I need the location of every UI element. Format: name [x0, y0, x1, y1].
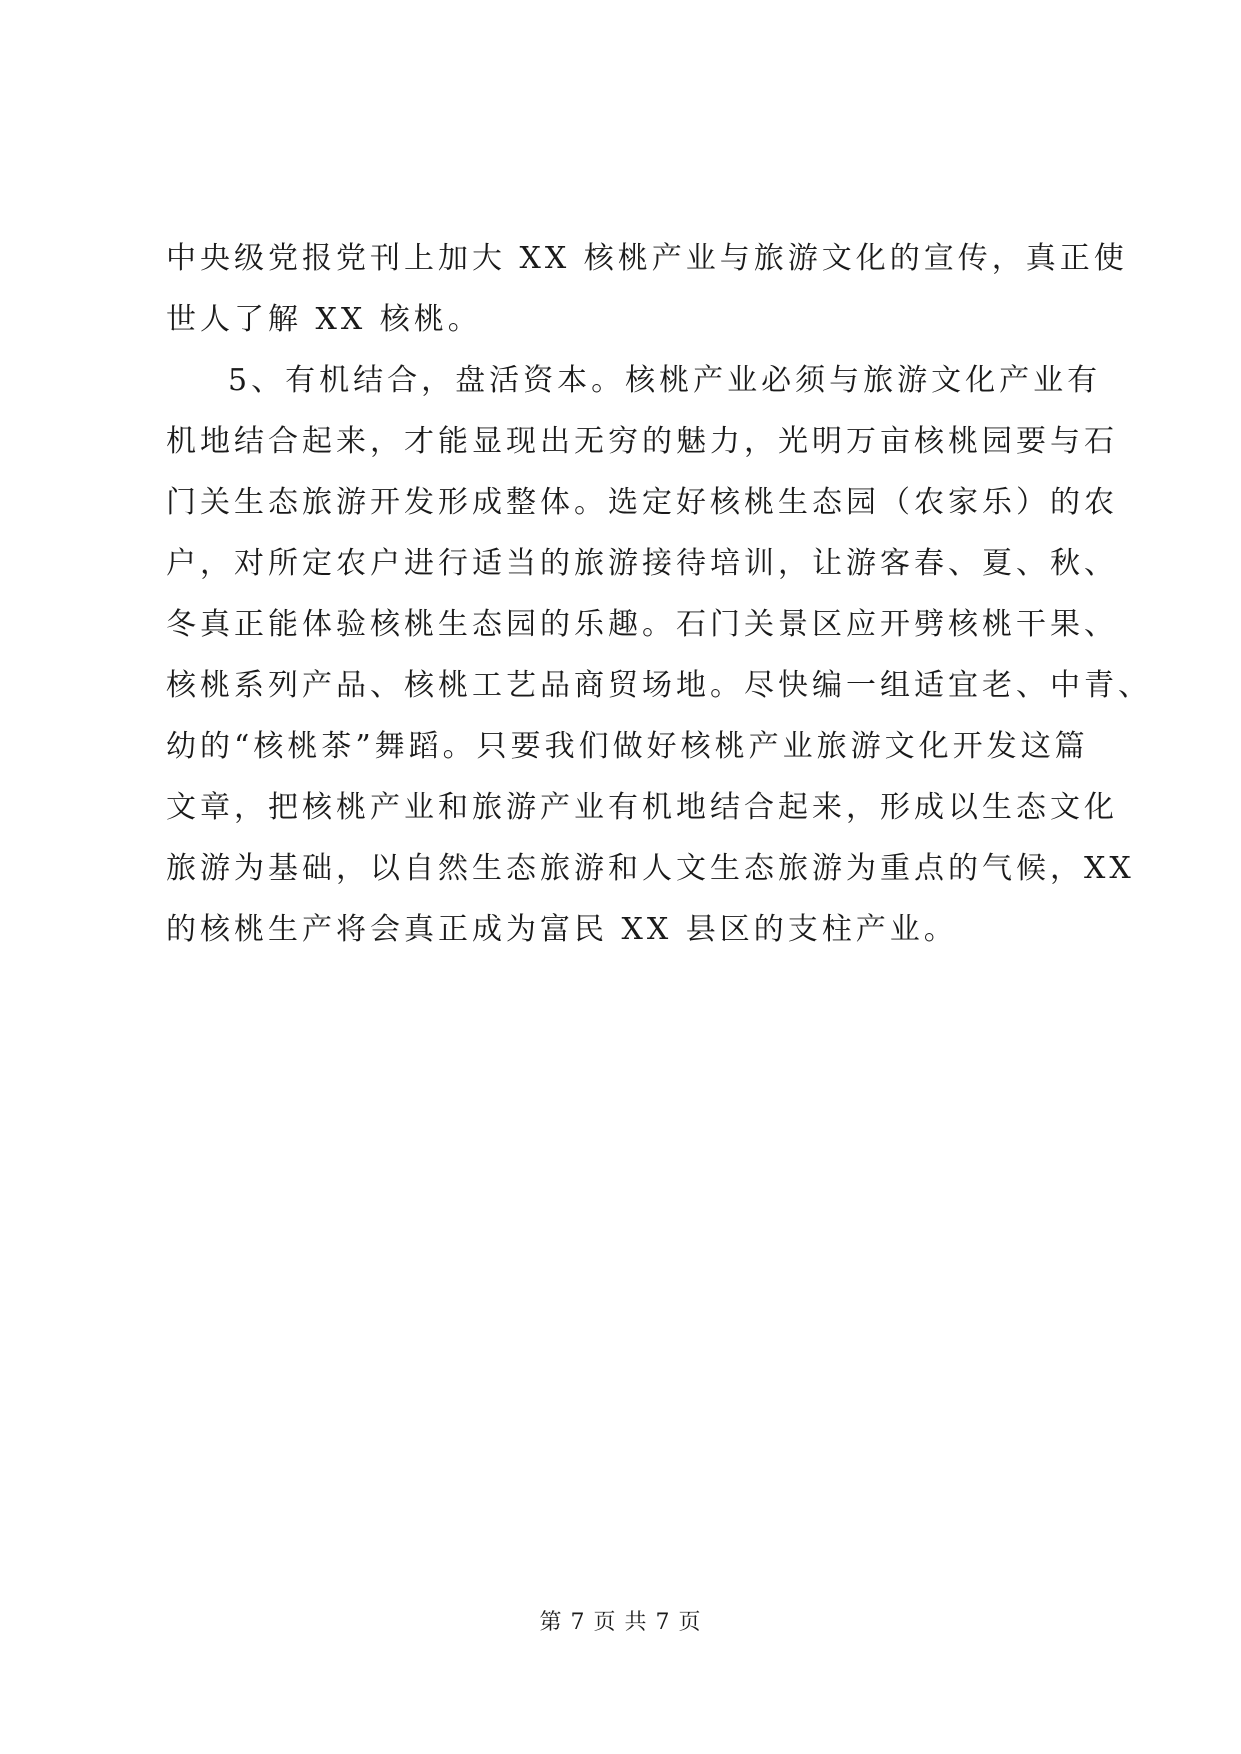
paragraph-line: 机地结合起来，才能显现出无穷的魅力，光明万亩核桃园要与石: [166, 424, 1118, 459]
paragraph-line: 户，对所定农户进行适当的旅游接待培训，让游客春、夏、秋、: [166, 546, 1118, 581]
paragraph-line: 门关生态旅游开发形成整体。选定好核桃生态园（农家乐）的农: [166, 485, 1118, 520]
paragraph-line: 中央级党报党刊上加大 XX 核桃产业与旅游文化的宣传，真正使: [166, 241, 1128, 276]
paragraph-line: 核桃系列产品、核桃工艺品商贸场地。尽快编一组适宜老、中青、: [166, 668, 1152, 703]
body-text: [166, 228, 1152, 960]
paragraph-line: 旅游为基础，以自然生态旅游和人文生态旅游为重点的气候，XX: [166, 851, 1135, 886]
paragraph-line: 5、有机结合，盘活资本。核桃产业必须与旅游文化产业有: [228, 363, 1102, 398]
paragraph-line: 世人了解 XX 核桃。: [166, 302, 482, 337]
paragraph-line: 冬真正能体验核桃生态园的乐趣。石门关景区应开劈核桃干果、: [166, 607, 1118, 642]
paragraph-line: 幼的“核桃茶”舞蹈。只要我们做好核桃产业旅游文化开发这篇: [166, 729, 1089, 764]
page-number-footer: 第 7 页 共 7 页: [539, 1610, 702, 1635]
paragraph-line: 文章，把核桃产业和旅游产业有机地结合起来，形成以生态文化: [166, 790, 1118, 825]
paragraph-line: 的核桃生产将会真正成为富民 XX 县区的支柱产业。: [166, 912, 958, 947]
